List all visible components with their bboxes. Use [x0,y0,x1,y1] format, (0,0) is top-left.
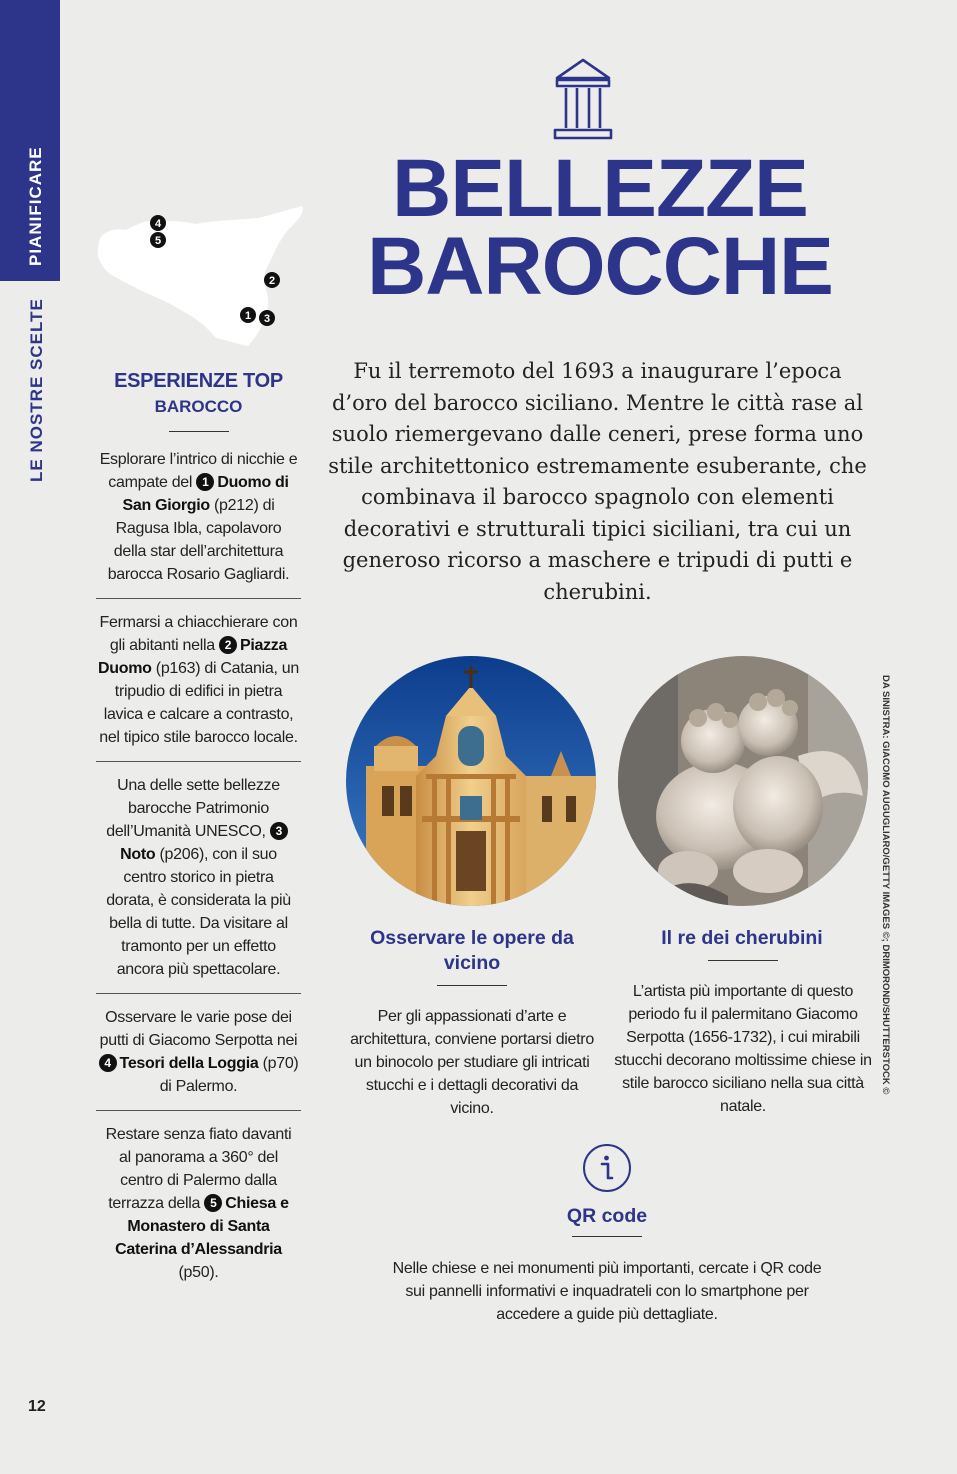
svg-text:3: 3 [263,313,271,325]
svg-text:2: 2 [268,275,276,287]
place-name: Chiesa e Monastero di Santa Caterina d’Alessandria [115,1195,289,1258]
top-experiences [96,370,301,1296]
number-badge: 2 [219,636,237,654]
photo-credit: DA SINISTRA: GIACOMO AUGUGLIARO/GETTY IMAGES ©; DRIMOROND/SHUTTERSTOCK © [880,675,891,1095]
svg-text:5: 5 [154,235,162,247]
feature-text-1: Per gli appassionati d’arte e architettura, conviene portarsi dietro un binocolo per studiare gli intricati stucchi e i dettagli decorativi da vicino. [350,1008,594,1117]
place-name: Tesori della Loggia [119,1055,259,1072]
qr-text: Nelle chiese e nei monumenti più importanti, cercate i QR code sui pannelli informativi e inquadrateli con lo smartphone per accedere a guide più dettagliate. [392,1260,822,1323]
intro-paragraph: Fu il terremoto del 1693 a inaugurare l’epoca d’oro del barocco siciliano. Mentre le città rase al suolo riemergevano dalle ceneri, prese forma uno stile architettonico estremamente esuberante, che combinava il barocco spagnolo con elementi decorativi e strutturali tipici siciliani, tra cui un generoso ricorso a maschere e tripudi di putti e cherubini. [328,359,867,604]
page-title-line-1: BELLEZZE [392,143,808,234]
page-title [340,143,860,312]
divider [437,985,507,986]
top-experiences-title: ESPERIENZE TOP [114,370,283,392]
number-badge: 4 [99,1054,117,1072]
page-title-line-2: BAROCCHE [367,221,833,312]
divider [169,431,229,432]
number-badge: 1 [196,473,214,491]
top-experience-item: Osservare le varie pose dei putti di Giacomo Serpotta nei 4 Tesori della Loggia (p70) di Palermo. [96,993,301,1110]
map-marker-3 [259,310,275,326]
number-badge: 5 [204,1194,222,1212]
divider [572,1236,642,1237]
top-experience-item: Fermarsi a chiacchierare con gli abitanti nella 2 Piazza Duomo (p163) di Catania, un tripudio di edifici in pietra lavica e calcare a contrasto, nel tipico stile barocco locale. [96,598,301,761]
photo-cherubs-sculpture [618,656,868,906]
place-name: Piazza Duomo [98,637,288,677]
svg-text:4: 4 [154,218,162,230]
map-marker-1 [240,307,256,323]
top-experience-item: Esplorare l’intrico di nicchie e campate del 1 Duomo di San Giorgio (p212) di Ragusa Ibla, capolavoro della star dell’architettura barocca Rosario Gagliardi. [99,451,298,583]
place-name: Duomo di San Giorgio [122,474,289,514]
map-marker-5 [150,232,166,248]
photo-noto-cathedral [346,656,596,906]
feature-title-2: Il re dei cherubini [661,927,823,949]
section-tab-label: PIANIFICARE [26,146,45,266]
temple-icon [553,56,613,142]
number-badge: 3 [270,822,288,840]
page-number: 12 [28,1398,46,1415]
map-marker-2 [264,272,280,288]
feature-text-2: L’artista più importante di questo periodo fu il palermitano Giacomo Serpotta (1656-1732), i cui mirabili stucchi decorano moltissime chiese in stile barocco siciliano nella sua città natale. [614,983,872,1115]
top-experiences-subtitle: BAROCCO [154,397,243,416]
subsection-label: LE NOSTRE SCELTE [27,298,46,482]
info-icon [583,1144,631,1192]
svg-text:1: 1 [244,310,252,322]
feature-title-1: Osservare le opere da vicino [370,927,574,974]
map-marker-4 [150,215,166,231]
divider [708,960,778,961]
top-experience-item: Restare senza fiato davanti al panorama a 360° del centro di Palermo dalla terrazza della 5 Chiesa e Monastero di Santa Caterina d’Alessandria (p50). [96,1110,301,1296]
sicily-map [92,200,312,350]
qr-title: QR code [566,1205,648,1227]
top-experience-item: Una delle sette bellezze barocche Patrimonio dell’Umanità UNESCO, 3Noto (p206), con il suo centro storico in pietra dorata, è considerata la più bella di tutte. Da visitare al tramonto per un effetto ancora più spettacolare. [96,761,301,993]
place-name: Noto [120,846,156,863]
